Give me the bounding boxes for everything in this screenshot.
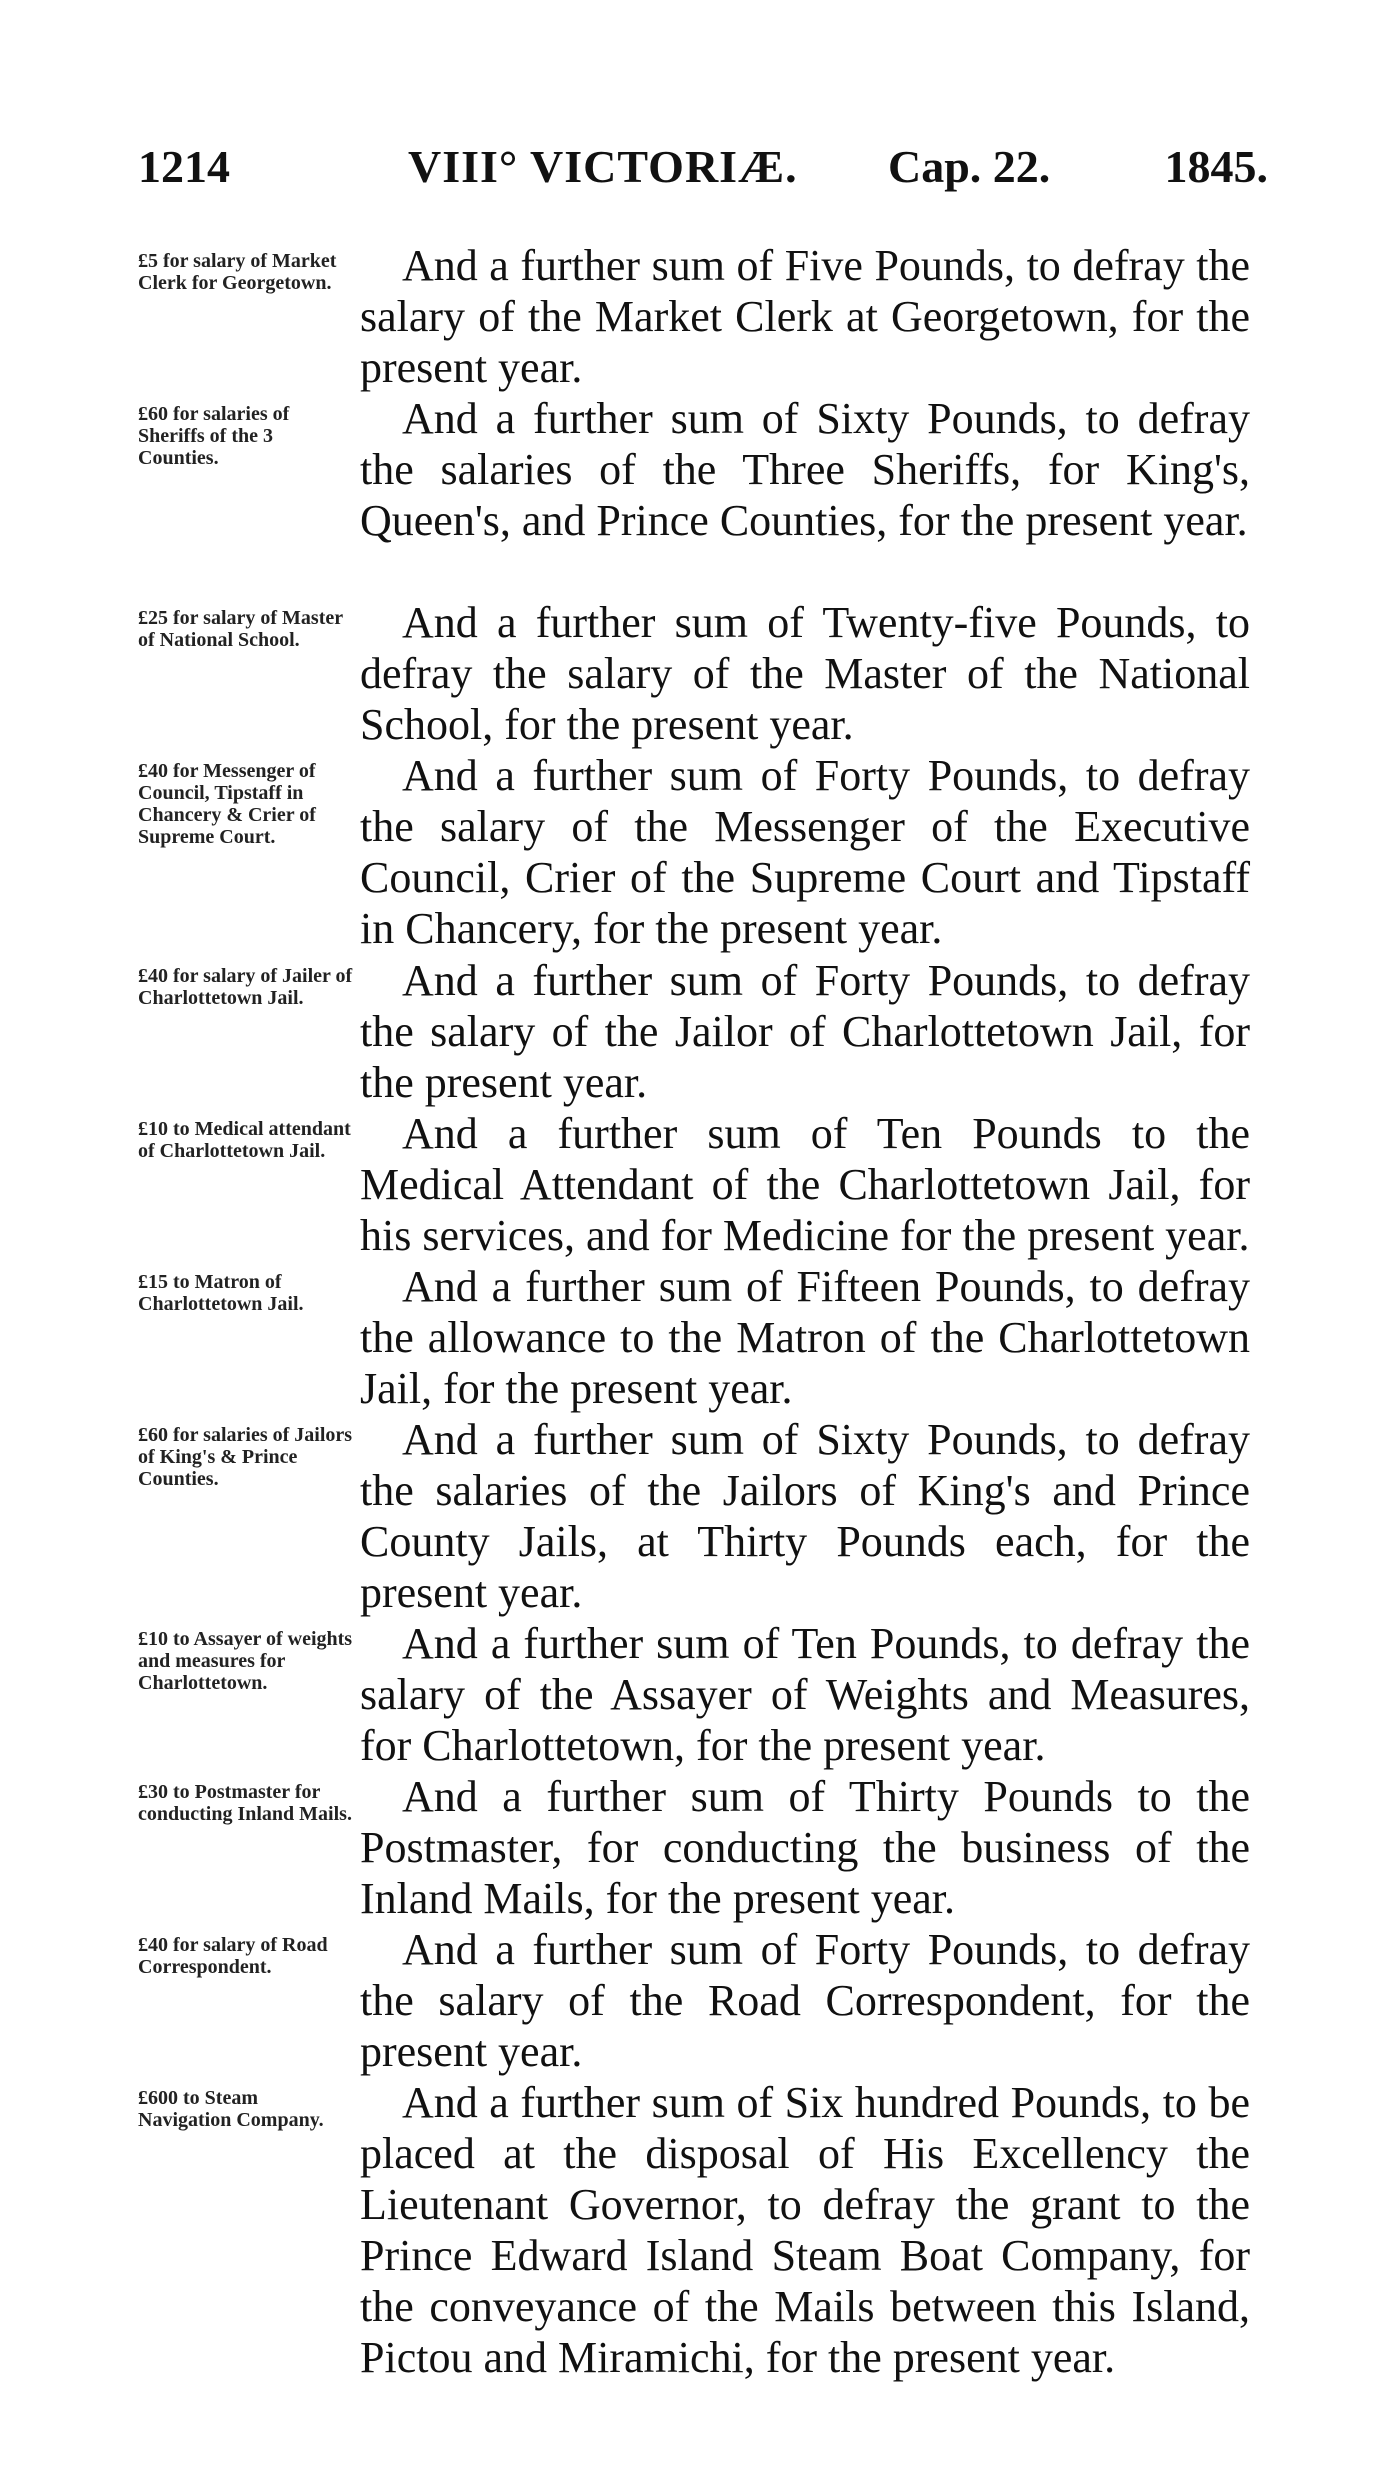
paragraph: And a further sum of Ten Pounds, to defray the salary of the Assayer of Weights and Measures, for Charlottetown, for the present year.: [360, 1619, 1250, 1770]
year: 1845.: [1164, 141, 1268, 192]
marginal-note: £40 for Messenger of Council, Tipstaff in Chancery & Crier of Supreme Court.: [138, 760, 316, 848]
paragraph: And a further sum of Forty Pounds, to defray the salary of the Messenger of the Executive Council, Crier of the Supreme Court and Tipstaff in Chancery, for the present year.: [360, 751, 1250, 953]
paragraph: And a further sum of Five Pounds, to defray the salary of the Market Clerk at Georgetown, for the present year.: [360, 241, 1250, 392]
marginal-note: £25 for salary of Master of National School.: [138, 607, 343, 651]
marginal-note: £10 to Assayer of weights and measures for Charlottetown.: [138, 1628, 353, 1694]
regnal-year: VIII° VICTORIÆ.: [408, 141, 798, 192]
paragraph: And a further sum of Ten Pounds to the Medical Attendant of the Charlottetown Jail, for his services, and for Medicine for the present year.: [360, 1109, 1250, 1260]
paragraph: And a further sum of Twenty-five Pounds, to defray the salary of the Master of the National School, for the present year.: [360, 598, 1250, 749]
paragraph: And a further sum of Forty Pounds, to defray the salary of the Jailor of Charlottetown Jail, for the present year.: [360, 956, 1250, 1107]
paragraph: And a further sum of Sixty Pounds, to defray the salaries of the Jailors of King's and Prince County Jails, at Thirty Pounds each, for the present year.: [360, 1415, 1250, 1617]
marginal-note: £5 for salary of Market Clerk for Georgetown.: [138, 250, 337, 294]
running-header: [138, 140, 1268, 210]
marginal-note: £600 to Steam Navigation Company.: [138, 2087, 324, 2131]
marginal-note: £60 for salaries of Jailors of King's & Prince Counties.: [138, 1424, 353, 1490]
marginal-note: £60 for salaries of Sheriffs of the 3 Counties.: [138, 403, 290, 469]
chapter-number: Cap. 22.: [888, 141, 1051, 192]
paragraph: And a further sum of Fifteen Pounds, to defray the allowance to the Matron of the Charlottetown Jail, for the present year.: [360, 1262, 1250, 1413]
paragraph: And a further sum of Thirty Pounds to the Postmaster, for conducting the business of the Inland Mails, for the present year.: [360, 1772, 1250, 1923]
marginal-note: £10 to Medical attendant of Charlottetown Jail.: [138, 1118, 351, 1162]
marginal-note: £15 to Matron of Charlottetown Jail.: [138, 1271, 304, 1315]
paragraph: And a further sum of Sixty Pounds, to defray the salaries of the Three Sheriffs, for King's, Queen's, and Prince Counties, for the present year.: [360, 394, 1250, 545]
paragraph: And a further sum of Six hundred Pounds, to be placed at the disposal of His Excellency the Lieutenant Governor, to defray the grant to the Prince Edward Island Steam Boat Company, for the conveyance of the Mails between this Island, Pictou and Miramichi, for the present year.: [360, 2078, 1250, 2382]
page-number: 1214: [138, 141, 230, 192]
paragraph: And a further sum of Forty Pounds, to defray the salary of the Road Correspondent, for the present year.: [360, 1925, 1250, 2076]
marginal-note: £40 for salary of Road Correspondent.: [138, 1934, 328, 1978]
marginal-note: £40 for salary of Jailer of Charlottetown Jail.: [138, 965, 353, 1009]
marginal-note: £30 to Postmaster for conducting Inland Mails.: [138, 1781, 352, 1825]
